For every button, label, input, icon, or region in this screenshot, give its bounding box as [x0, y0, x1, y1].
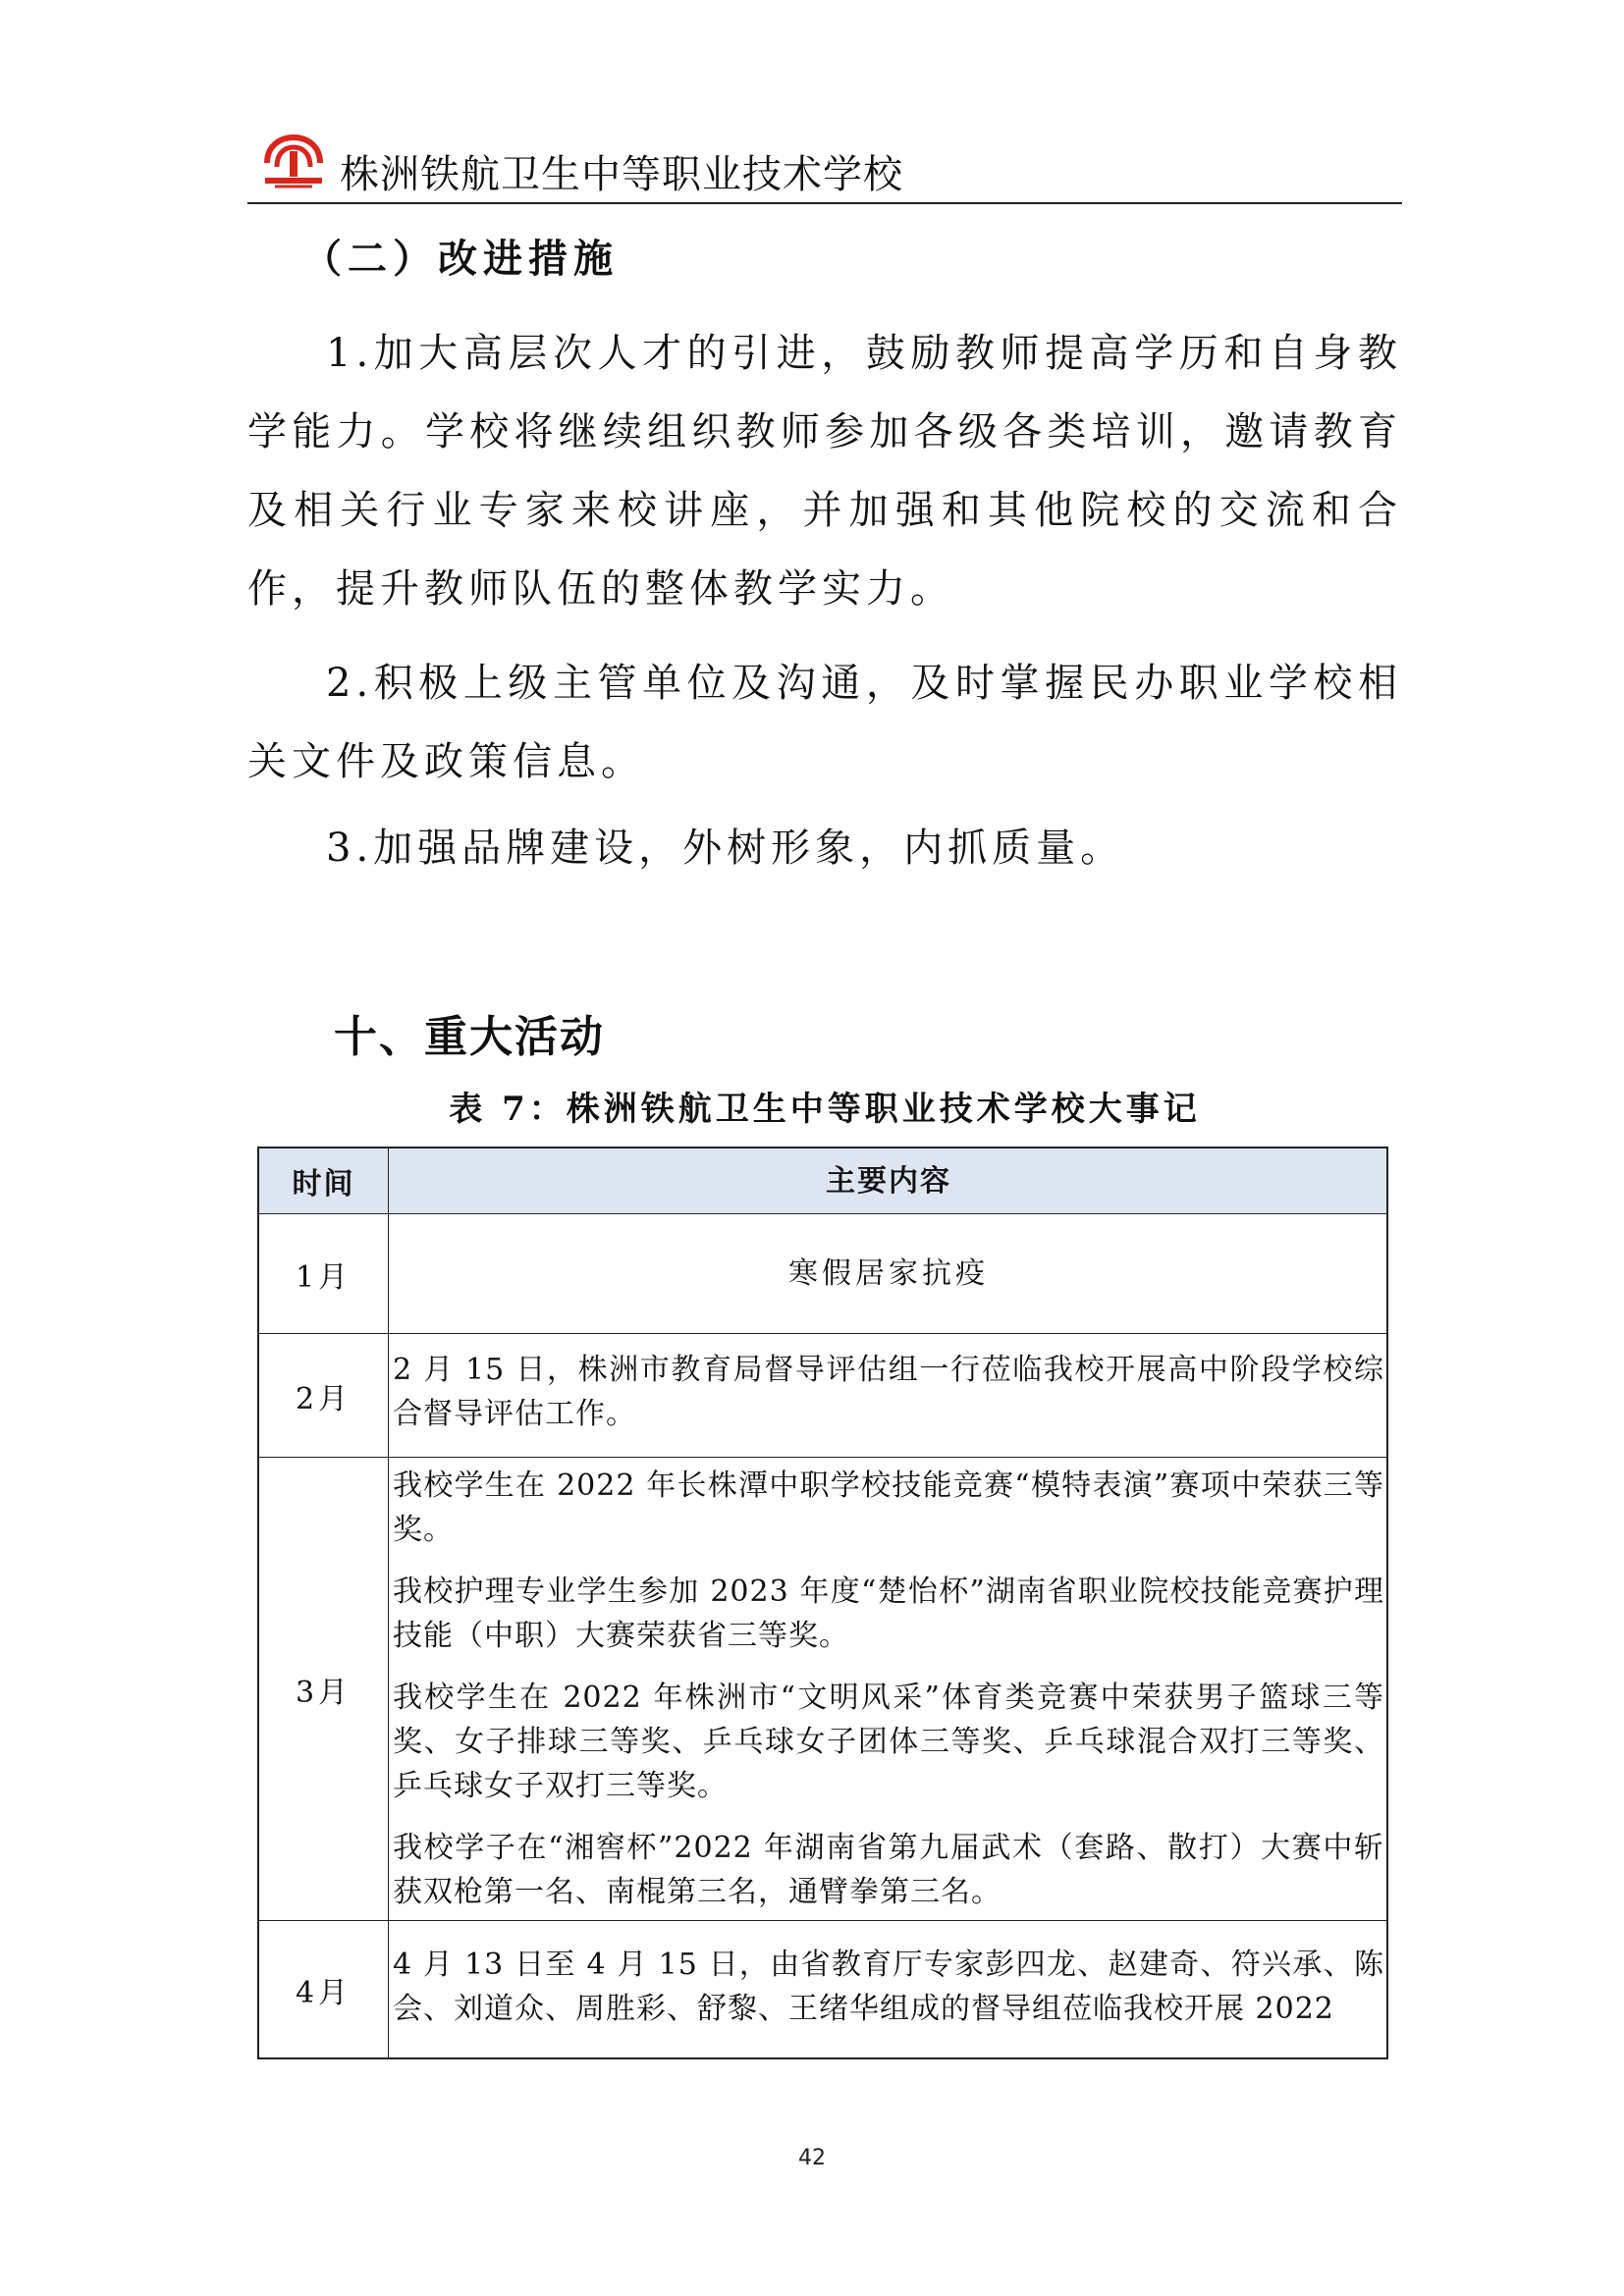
event-item: 我校学生在 2022 年长株潭中职学校技能竞赛“模特表演”赛项中荣获三等奖。	[393, 1468, 1384, 1547]
subsection-title: （二）改进措施	[302, 237, 619, 282]
event-item: 我校护理专业学生参加 2023 年度“楚怡杯”湖南省职业院校技能竞赛护理技能（中职）大赛荣获省三等奖。	[393, 1575, 1384, 1653]
content-cell	[389, 1334, 1386, 1457]
paragraph-1: 1.加大高层次人才的引进，鼓励教师提高学历和自身教学能力。学校将继续组织教师参加各级各类培训，邀请教育及相关行业专家来校讲座，并加强和其他院校的交流和合作，提升教师队伍的整体教学实力。	[247, 331, 1402, 612]
section-title: 十、重大活动	[334, 1012, 605, 1062]
table-row	[259, 1333, 1386, 1457]
school-logo-icon	[261, 133, 326, 188]
events-table	[257, 1147, 1388, 2059]
event-item: 我校学生在 2022 年株洲市“文明风采”体育类竞赛中荣获男子篮球三等奖、女子排球三等奖、乒乓球女子团体三等奖、乒乓球混合双打三等奖、乒乓球女子双打三等奖。	[393, 1681, 1384, 1803]
content-cell: 寒假居家抗疫	[788, 1256, 989, 1291]
event-item: 我校学子在“湘窖杯”2022 年湖南省第九届武术（套路、散打）大赛中斩获双枪第一名、南棍第三名，通臂拳第三名。	[393, 1831, 1384, 1909]
page-number: 42	[798, 2146, 826, 2170]
paragraph-3: 3.加强品牌建设，外树形象，内抓质量。	[326, 826, 1125, 871]
month-cell: 3月	[259, 1458, 389, 1920]
event-item: 2 月 15 日，株洲市教育局督导评估组一行莅临我校开展高中阶段学校综合督导评估工作。	[393, 1353, 1384, 1431]
month-cell: 1月	[259, 1214, 389, 1333]
content-cell	[389, 1921, 1386, 2057]
paragraph-2: 2.积极上级主管单位及沟通，及时掌握民办职业学校相关文件及政策信息。	[247, 661, 1402, 784]
table-row	[259, 1213, 1386, 1333]
header-time: 时间	[259, 1148, 389, 1213]
page-header	[247, 126, 1402, 204]
table-row	[259, 1920, 1386, 2057]
table-caption: 表 7：株洲铁航卫生中等职业技术学校大事记	[449, 1090, 1201, 1129]
content-cell	[389, 1458, 1386, 1920]
event-item: 4 月 13 日至 4 月 15 日，由省教育厅专家彭四龙、赵建奇、符兴承、陈会、刘道众、周胜彩、舒黎、王绪华组成的督导组莅临我校开展 2022	[393, 1948, 1384, 2026]
header-content: 主要内容	[826, 1163, 951, 1199]
school-name: 株洲铁航卫生中等职业技术学校	[340, 152, 903, 197]
table-header-row	[259, 1148, 1386, 1213]
month-cell: 4月	[259, 1921, 389, 2057]
month-cell: 2月	[259, 1334, 389, 1457]
table-row	[259, 1457, 1386, 1920]
